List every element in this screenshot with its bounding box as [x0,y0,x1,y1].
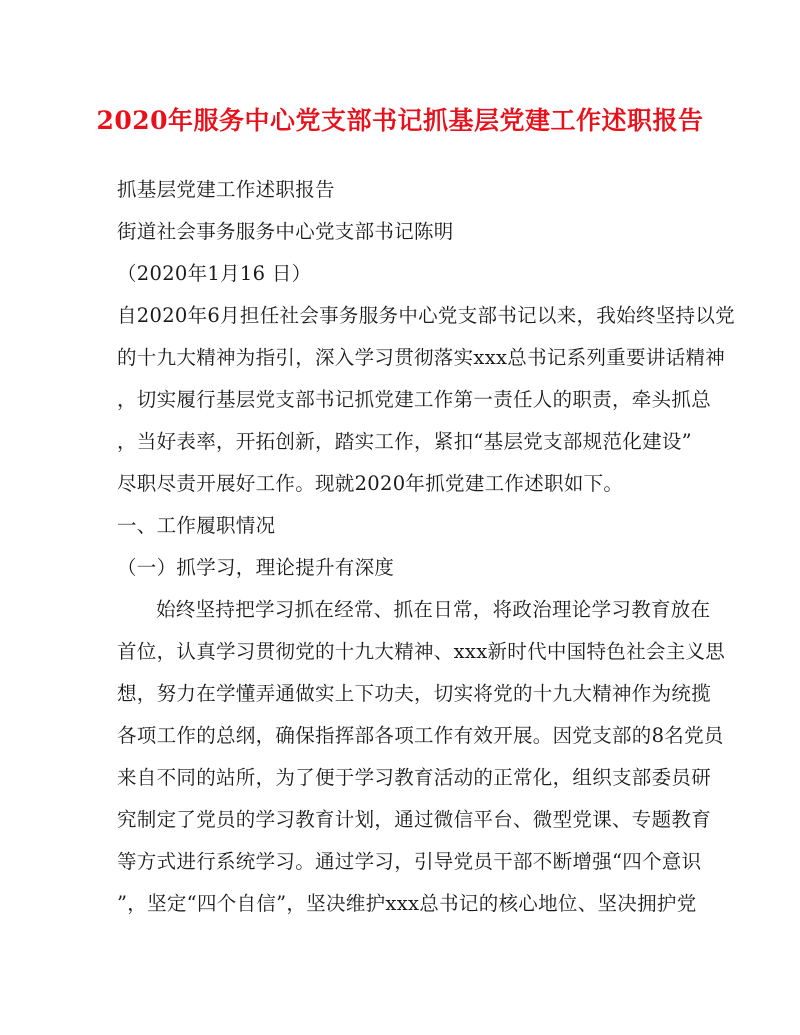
body-line: ”，坚定“四个自信”，坚决维护xxx总书记的核心地位、坚决拥护党 [117,892,697,915]
body-line: 等方式进行系统学习。通过学习，引导党员干部不断增强“四个意识 [117,850,702,873]
author-line: 街道社会事务服务中心党支部书记陈明 [117,220,454,243]
body-line: 各项工作的总纲，确保指挥部各项工作有效开展。因党支部的8名党员 [117,724,724,747]
body-line: 尽职尽责开展好工作。现就2020年抓党建工作述职如下。 [117,472,624,495]
body-line: 自2020年6月担任社会事务服务中心党支部书记以来，我始终坚持以党 [117,304,735,327]
document-title: 2020年服务中心党支部书记抓基层党建工作述职报告 [96,106,704,135]
paragraph-first-line: 始终坚持把学习抓在经常、抓在日常，将政治理论学习教育放在 [156,598,711,621]
body-line: 究制定了党员的学习教育计划，通过微信平台、微型党课、专题教育 [117,808,712,831]
section-heading: 一、工作履职情况 [117,514,276,537]
date-line: （2020年1月16 日） [117,262,312,285]
body-line: ，切实履行基层党支部书记抓党建工作第一责任人的职责，牵头抓总 [117,388,712,411]
body-line: 想，努力在学懂弄通做实上下功夫，切实将党的十九大精神作为统揽 [117,682,712,705]
body-line: 来自不同的站所，为了便于学习教育活动的正常化，组织支部委员研 [117,766,712,789]
body-line: ，当好表率，开拓创新，踏实工作，紧扣“基层党支部规范化建设” [117,430,692,453]
subsection-heading: （一）抓学习，理论提升有深度 [117,556,395,579]
subtitle-line: 抓基层党建工作述职报告 [117,178,335,201]
body-line: 的十九大精神为指引，深入学习贯彻落实xxx总书记系列重要讲话精神 [117,346,726,369]
body-line: 首位，认真学习贯彻党的十九大精神、xxx新时代中国特色社会主义思 [117,640,726,663]
